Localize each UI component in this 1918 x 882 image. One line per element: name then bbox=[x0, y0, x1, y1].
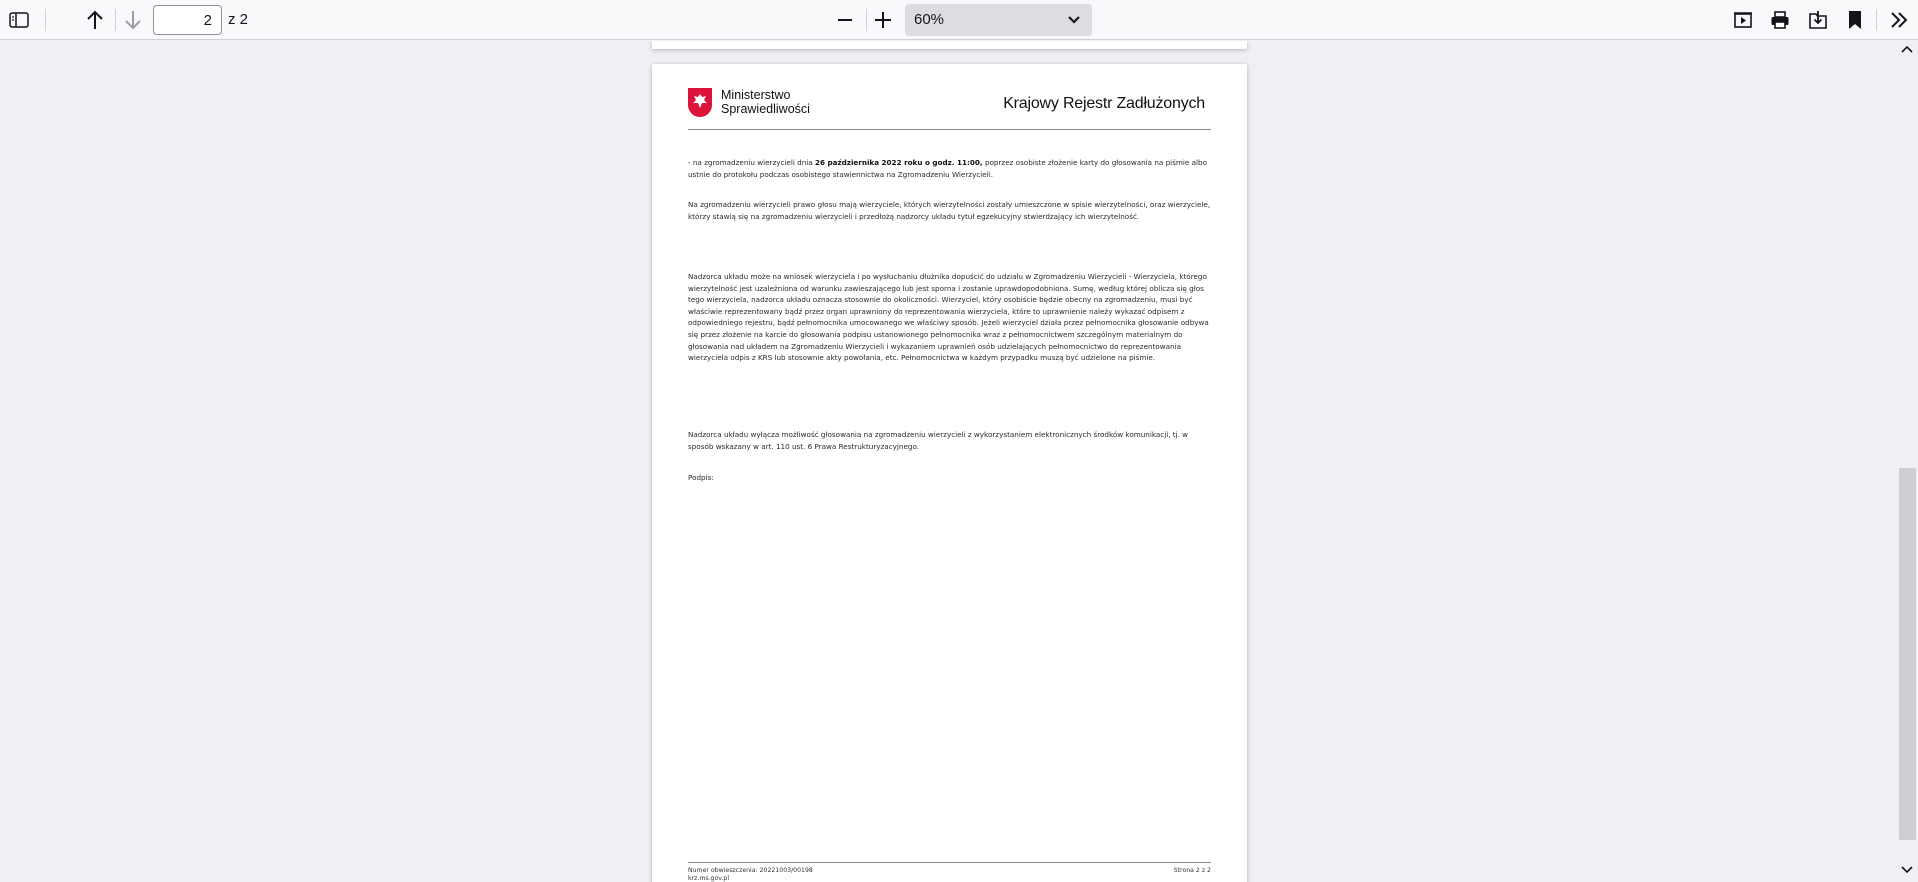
presentation-icon[interactable] bbox=[1727, 4, 1759, 36]
footer-info: Numer obwieszczenia: 20221003/00198 krz.ms.gov.pl bbox=[688, 867, 813, 882]
sidebar-toggle-icon[interactable] bbox=[3, 4, 35, 36]
ministry-name: Ministerstwo Sprawiedliwości bbox=[721, 88, 810, 116]
pdf-page bbox=[652, 64, 1247, 882]
print-icon[interactable] bbox=[1764, 4, 1796, 36]
zoom-value: 60% bbox=[914, 11, 945, 28]
page-header bbox=[688, 86, 1211, 120]
page-count: z 2 bbox=[228, 11, 249, 28]
footer-page-number: Strona 2 z 2 bbox=[1173, 867, 1211, 874]
pdf-toolbar bbox=[0, 0, 1918, 40]
tools-icon[interactable] bbox=[1883, 4, 1915, 36]
chevron-down-icon bbox=[1068, 15, 1080, 25]
previous-page-icon[interactable] bbox=[79, 4, 111, 36]
scrollbar-thumb[interactable] bbox=[1899, 468, 1916, 840]
toolbar-divider bbox=[45, 9, 46, 31]
paragraph-meeting-date: - na zgromadzeniu wierzycieli dnia 26 października 2022 roku o godz. 11:00, poprzez osobiste złożenie karty do głosowania na piśmie albo ustnie do protokołu podczas osobistego stawiennictwa na Zgromadzeniu Wierzycieli. bbox=[688, 158, 1207, 179]
header-rule bbox=[688, 129, 1211, 130]
pdf-viewer bbox=[0, 41, 1918, 882]
toolbar-divider bbox=[1876, 9, 1877, 31]
toolbar-divider bbox=[115, 9, 116, 31]
scroll-down-icon[interactable] bbox=[1900, 865, 1914, 875]
signature-label: Podpis: bbox=[688, 473, 714, 482]
coat-of-arms-icon bbox=[688, 88, 712, 117]
save-icon[interactable] bbox=[1802, 4, 1834, 36]
next-page-icon[interactable] bbox=[117, 4, 149, 36]
paragraph-voting-rights: Na zgromadzeniu wierzycieli prawo głosu mają wierzyciele, których wierzytelności zostały umieszczone w spisie wierzytelności, oraz wierzyciele, którzy stawią się na zgromadzeniu wierzycieli i przedłożą nadzorcy układu tytuł egzekucyjny stwierdzający ich wierzytelność. bbox=[688, 200, 1211, 221]
zoom-select[interactable] bbox=[905, 4, 1092, 36]
footer-rule bbox=[688, 862, 1211, 863]
previous-page-edge bbox=[652, 41, 1247, 49]
paragraph-electronic-voting: Nadzorca układu wyłącza możliwość głosowania na zgromadzeniu wierzycieli z wykorzystaniem elektronicznych środków komunikacji, tj. w sposób wskazany w art. 110 ust. 6 Prawa Restrukturyzacyjnego. bbox=[688, 430, 1189, 451]
zoom-out-icon[interactable] bbox=[829, 4, 861, 36]
registry-title: Krajowy Rejestr Zadłużonych bbox=[1003, 95, 1205, 112]
scroll-up-icon[interactable] bbox=[1900, 44, 1914, 54]
zoom-in-icon[interactable] bbox=[867, 4, 899, 36]
page-number-input[interactable] bbox=[153, 5, 222, 35]
paragraph-representation: Nadzorca układu może na wniosek wierzyciela i po wysłuchaniu dłużnika dopuścić do udziału w Zgromadzeniu Wierzycieli - Wierzyciela, którego wierzytelność jest uzależniona od warunku zawieszającego lub jest sporna i zostanie uprawdopodobniona. Sumę, według której oblicza się głos tego wierzyciela, nadzorca układu oznacza stosownie do okoliczności. Wierzyciel, który osobiście będzie obecny na zgromadzeniu, musi być właściwie reprezentowany bądź przez organ uprawniony do reprezentowania wierzyciela, które to uprawnienie należy wykazać odpisem z odpowiedniego rejestru, bądź pełnomocnika umocowanego we właściwy sposób. Jeżeli wierzyciel działa przez pełnomocnika głosowanie odbywa się przez złożenie na karcie do głosowania podpisu ustanowionego pełnomocnika wraz z pełnomocnictwem szczególnym materialnym do głosowania nad układem na Zgromadzeniu Wierzycieli i wykazaniem uprawnień osób udzielających pełnomocnictwo do reprezentowania wierzyciela odpis z KRS lub stosownie akty powołania, etc. Pełnomocnictwa w każdym przypadku muszą być udzielone na piśmie. bbox=[688, 272, 1209, 363]
bookmark-icon[interactable] bbox=[1839, 4, 1871, 36]
